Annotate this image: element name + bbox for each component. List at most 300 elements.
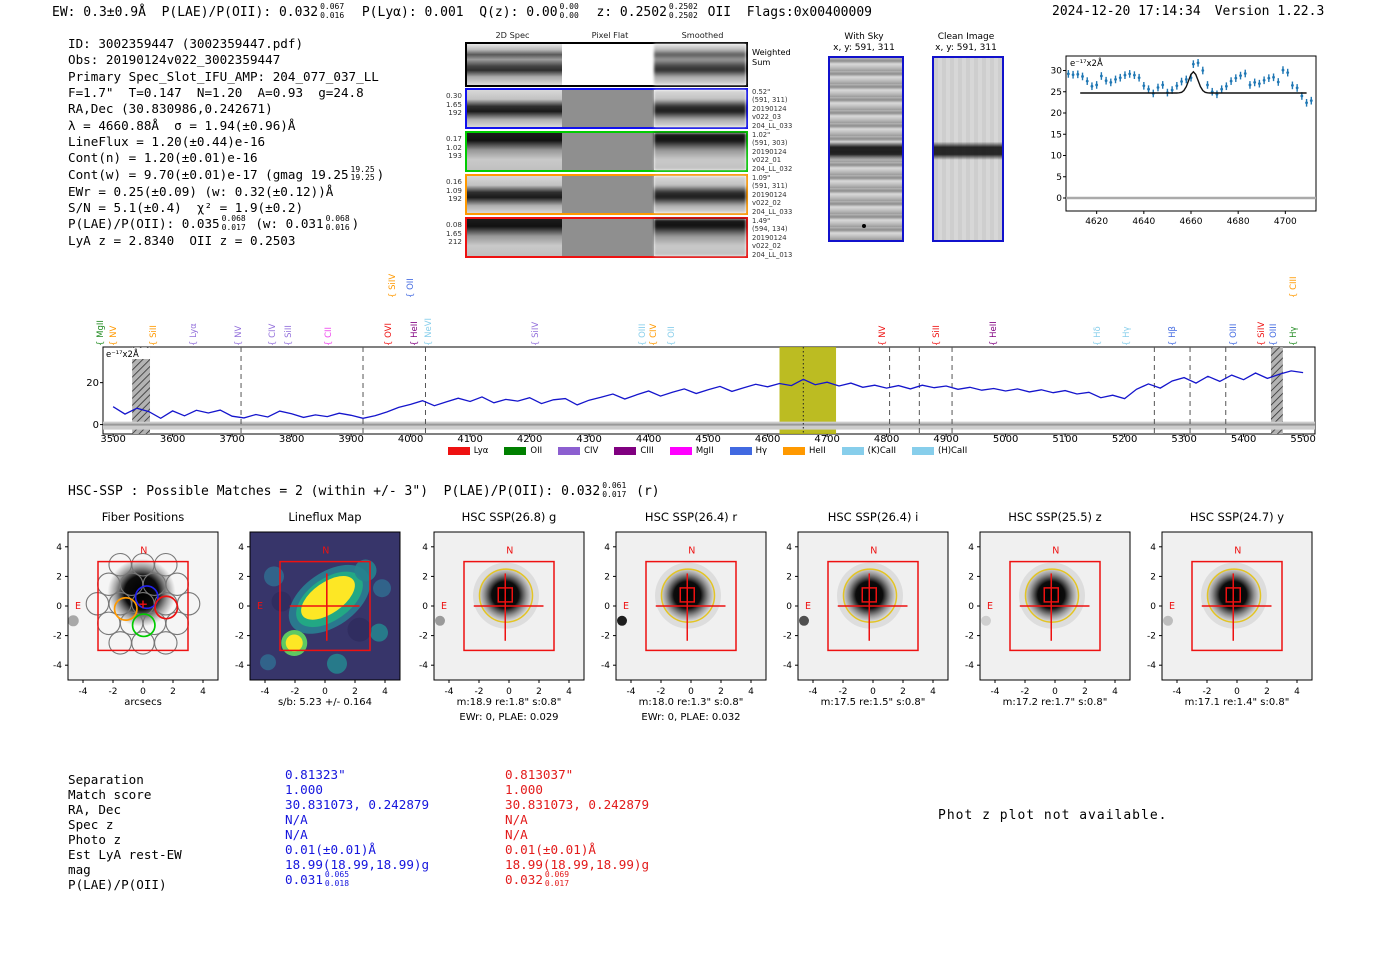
y-tick-label: 2	[604, 572, 610, 583]
y-tick-label: 4	[968, 542, 974, 553]
info-line	[68, 69, 384, 85]
spec2d-image-smoothed	[654, 90, 746, 127]
right-label-line: v022_01	[752, 156, 782, 165]
emission-line-label: { Hδ	[1092, 326, 1103, 346]
x-tick-label: -4	[1172, 687, 1182, 696]
x-tick-label: 0	[140, 687, 146, 696]
header-summary-line	[52, 4, 872, 21]
x-tick-label: 4640	[1132, 217, 1156, 227]
data-point	[1180, 80, 1183, 83]
y-tick-label: -2	[965, 631, 974, 642]
match-table-label: Spec z	[68, 817, 114, 832]
data-point	[1225, 85, 1228, 88]
text-segment: EWr = 0.25(±0.09) (w: 0.32(±0.12))Å	[68, 183, 334, 199]
y-tick-label: 0	[92, 420, 99, 432]
spec2d-image-2dspec	[467, 176, 562, 213]
title-line: Clean Image	[937, 32, 995, 42]
right-label-line: (591, 303)	[752, 139, 788, 148]
x-tick-label: 3600	[159, 434, 186, 444]
compass-north: N	[688, 545, 696, 557]
data-point	[1258, 82, 1261, 85]
emission-line-label: { CII	[324, 326, 335, 346]
data-point	[1291, 84, 1294, 87]
data-point	[1133, 74, 1136, 77]
y-tick-label: -4	[783, 661, 792, 672]
legend-swatch	[670, 447, 692, 455]
left-label-line: 1.65	[445, 99, 462, 109]
x-tick-label: 4500	[695, 434, 721, 444]
legend-swatch	[558, 447, 580, 455]
x-tick-label: 0	[1052, 687, 1058, 696]
spec2d-right-labels	[752, 88, 812, 130]
data-point	[1267, 77, 1270, 80]
legend-item	[783, 446, 826, 456]
text-segment: λ = 4660.88Å σ = 1.94(±0.96)Å	[68, 117, 296, 133]
y-tick-label: -4	[965, 661, 974, 672]
text-segment: 18.99(18.99,18.99)g	[505, 857, 650, 872]
text-segment: HSC-SSP : Possible Matches = 2 (within +/- 3") P(LAE)/P(OII): 0.032	[68, 484, 601, 499]
x-tick-label: 4	[748, 687, 754, 696]
legend-label: CIV	[584, 446, 599, 456]
match-table-label: Match score	[68, 787, 152, 802]
match-table-value	[505, 872, 649, 889]
x-tick-label: -2	[656, 687, 666, 696]
left-label-line: 193	[448, 151, 462, 161]
info-line	[68, 233, 384, 249]
legend-item	[614, 446, 653, 456]
data-point	[1105, 79, 1108, 82]
spec2d-image-smoothed	[654, 219, 746, 256]
flux-patch	[260, 654, 276, 670]
compass-east: E	[622, 601, 630, 612]
legend-item	[504, 446, 542, 456]
spec2d-column-header: Smoothed	[681, 30, 724, 40]
text-segment: 1.000	[505, 782, 543, 797]
y-tick-label: -2	[1147, 631, 1156, 642]
x-tick-label: 0	[322, 687, 328, 696]
report-version: Version 1.22.3	[1214, 4, 1325, 19]
emission-line-label: { SiIV	[1257, 321, 1268, 346]
x-tick-label: 4800	[873, 434, 900, 444]
spec2d-fiber-row	[465, 131, 748, 172]
y-tick-label: 10	[1050, 151, 1062, 162]
y-tick-label: -2	[53, 631, 62, 642]
x-tick-label: 2	[718, 687, 724, 696]
x-tick-label: -2	[474, 687, 484, 696]
flux-patch	[355, 559, 377, 581]
cutout-title: HSC SSP(26.4) i	[827, 510, 919, 524]
data-point	[1147, 88, 1150, 91]
x-tick-label: 4	[382, 687, 388, 696]
text-segment: Obs: 20190124v022_3002359447	[68, 52, 281, 68]
right-label-line: 204_LL_033	[752, 207, 793, 216]
data-point	[1119, 76, 1122, 79]
legend-swatch	[730, 447, 752, 455]
match-table-value	[285, 797, 429, 812]
x-tick-label: 3700	[219, 434, 245, 444]
y-tick-label: 2	[786, 572, 792, 583]
y-tick-label: 4	[786, 542, 792, 553]
spec2d-image-smoothed	[654, 44, 746, 85]
y-tick-label: -2	[783, 631, 792, 642]
emission-line-label: { Hγ	[1289, 326, 1300, 346]
cutout-image-hsc	[1134, 524, 1320, 696]
stacked-uncertainty: 0.068 0.016	[325, 214, 350, 232]
y-tick-label: 0	[968, 602, 974, 612]
spec2d-image-pixelflat	[562, 219, 654, 256]
data-point	[1171, 89, 1174, 92]
info-line	[68, 184, 384, 200]
emission-line-label: { SiII	[932, 325, 943, 346]
data-point	[1138, 76, 1141, 79]
right-label-line: v022_02	[752, 199, 782, 208]
info-line	[68, 164, 385, 184]
y-tick-label: 2	[1150, 572, 1156, 583]
y-tick-label: -2	[419, 631, 428, 642]
stacked-uncertainty: 0.00 0.00	[559, 2, 579, 20]
flux-patch	[373, 579, 391, 597]
emission-line-label: { CIV	[649, 323, 660, 346]
data-point	[1072, 73, 1075, 76]
spec2d-image-pixelflat	[562, 176, 654, 213]
cutout-title: HSC SSP(26.4) r	[644, 510, 738, 524]
text-segment: 0.01(±0.01)Å	[285, 842, 376, 857]
emission-line-label: { HeII	[409, 321, 420, 346]
data-point	[1253, 81, 1256, 84]
spec2d-image-2dspec	[467, 44, 562, 85]
emission-line-label: { SiIV	[388, 273, 399, 298]
text-segment: 0.032	[505, 872, 543, 887]
right-label-line: (591, 311)	[752, 96, 788, 105]
stacked-uncertainty: 0.2502 0.2502	[668, 2, 698, 20]
legend-swatch	[783, 447, 805, 455]
legend-label: HeII	[809, 446, 826, 456]
emission-line-label: { CIII	[1289, 276, 1300, 298]
left-label-line: 192	[448, 108, 462, 118]
x-tick-label: -2	[1020, 687, 1030, 696]
data-point	[1192, 63, 1195, 66]
emission-line-label: { NV	[877, 325, 888, 346]
match-table-value	[285, 857, 429, 872]
left-label-line: 1.02	[445, 142, 462, 152]
spec2d-right-labels	[752, 131, 812, 173]
hsc-match-summary	[68, 483, 660, 500]
x-tick-label: 4700	[1273, 217, 1297, 227]
data-point	[1175, 84, 1178, 87]
emission-line-labels	[85, 252, 1330, 346]
x-tick-label: 4620	[1085, 217, 1109, 227]
info-line	[68, 52, 384, 68]
neighbor-blob	[799, 616, 809, 626]
data-point	[1114, 78, 1117, 81]
match-table-label: Photo z	[68, 832, 122, 847]
x-tick-label: 4680	[1226, 217, 1250, 227]
y-tick-label: 2	[968, 572, 974, 583]
legend-swatch	[448, 447, 470, 455]
x-tick-label: 0	[1234, 687, 1240, 696]
x-tick-label: 2	[1082, 687, 1088, 696]
match-table-col2	[505, 767, 649, 889]
cutout-image-hsc	[952, 524, 1138, 696]
data-point	[1263, 79, 1266, 82]
spec2d-image-2dspec	[467, 90, 562, 127]
weighted-sum-label	[752, 48, 791, 67]
data-point	[1272, 76, 1275, 79]
spec2d-left-labels	[440, 92, 462, 118]
text-segment: N/A	[505, 827, 528, 842]
compass-east: E	[986, 601, 994, 612]
stacked-uncertainty: 0.067 0.016	[320, 2, 345, 20]
text-segment: (w: 0.031	[247, 216, 324, 232]
text-segment: Cont(w) = 9.70(±0.01)e-17 (gmag 19.25	[68, 166, 349, 182]
sky-panel-title	[922, 32, 1010, 54]
stacked-uncertainty: 0.069 0.017	[544, 870, 570, 888]
left-label-line: 0.17	[445, 134, 462, 143]
data-point	[1300, 95, 1303, 98]
error-envelope	[103, 422, 1315, 430]
sky-dot	[862, 224, 866, 228]
y-tick-label: 5	[1056, 172, 1062, 183]
legend-label: CIII	[640, 446, 654, 456]
data-point	[1157, 86, 1160, 89]
right-label-line: 204_LL_032	[752, 164, 793, 173]
right-label-line: 1.02"	[752, 131, 771, 139]
x-tick-label: 2	[170, 687, 176, 696]
text-segment: 18.99(18.99,18.99)g	[285, 857, 430, 872]
compass-north: N	[322, 545, 330, 557]
y-tick-label: 0	[422, 602, 428, 612]
match-table-value	[285, 782, 429, 797]
right-label-line: v022_03	[752, 113, 782, 122]
spec2d-image-pixelflat	[562, 133, 654, 170]
x-tick-label: 4900	[933, 434, 959, 444]
data-point	[1185, 78, 1188, 81]
spec2d-right-labels	[752, 174, 812, 216]
info-line	[68, 101, 384, 117]
neighbor-blob	[435, 616, 445, 626]
y-tick-label: 2	[422, 572, 428, 583]
y-tick-label: -4	[419, 661, 428, 672]
x-tick-label: -2	[838, 687, 848, 696]
right-label-line: 20190124	[752, 147, 787, 156]
right-label-line: 20190124	[752, 190, 787, 199]
stacked-uncertainty: 19.25 19.25	[350, 164, 375, 183]
legend-label: Lyα	[473, 446, 489, 456]
right-label-line: 204_LL_013	[752, 250, 793, 259]
data-point	[1109, 81, 1112, 84]
left-label-line: 1.09	[445, 185, 462, 195]
x-tick-label: 4	[1112, 687, 1118, 696]
right-label-line: 1.09"	[752, 174, 771, 182]
y-tick-label: -2	[235, 631, 244, 642]
info-line	[68, 150, 384, 166]
match-table-value	[285, 872, 429, 889]
match-table-value	[505, 857, 649, 872]
x-tick-label: -2	[1202, 687, 1212, 696]
photz-note: Phot z plot not available.	[938, 808, 1168, 823]
right-label-line: v022_02	[752, 242, 782, 251]
data-point	[1081, 75, 1084, 78]
text-segment: P(Lyα): 0.001 Q(z): 0.00	[346, 5, 558, 20]
weighted-sum-line: Weighted	[752, 47, 791, 57]
data-point	[1124, 74, 1127, 77]
match-table-value	[285, 827, 429, 842]
y-tick-label: 0	[604, 602, 610, 612]
x-tick-label: 3900	[338, 434, 364, 444]
data-point	[1067, 73, 1070, 76]
spec2d-left-labels	[440, 135, 462, 161]
match-table-label: RA, Dec	[68, 802, 122, 817]
x-tick-label: -4	[444, 687, 454, 696]
units-label: e⁻¹⁷x2Å	[106, 350, 139, 360]
y-tick-label: 20	[1050, 109, 1062, 119]
zoom-plot-svg	[1040, 48, 1325, 233]
plot-frame	[103, 347, 1315, 434]
cutout-title: HSC SSP(24.7) y	[1189, 510, 1285, 524]
match-table-value	[505, 782, 649, 797]
data-point	[1142, 84, 1145, 87]
match-table-value	[505, 812, 649, 827]
cutout-image-hsc	[588, 524, 774, 696]
compass-east: E	[74, 601, 82, 612]
emission-line-label: { OII	[666, 326, 677, 346]
x-tick-label: 4	[930, 687, 936, 696]
legend-label: (K)CaII	[867, 446, 897, 456]
text-segment: 30.831073, 0.242879	[505, 797, 650, 812]
flux-patch	[370, 624, 388, 642]
y-tick-label: -4	[601, 661, 610, 672]
emission-line-label: { SiIV	[531, 321, 542, 346]
stacked-uncertainty: 0.065 0.018	[324, 870, 350, 888]
y-tick-label: -4	[53, 661, 62, 672]
match-table-label: Est LyA rest-EW	[68, 847, 182, 862]
sky-panel-title	[818, 32, 910, 54]
x-tick-label: 5500	[1290, 434, 1316, 444]
y-tick-label: 4	[422, 542, 428, 553]
report-datetime: 2024-12-20 17:14:34	[1052, 4, 1201, 19]
cutout-xlabel: m:17.1 re:1.4" s:0.8"	[1184, 697, 1290, 708]
data-point	[1086, 80, 1089, 83]
x-tick-label: 4	[1294, 687, 1300, 696]
cutout-xlabel: m:18.9 re:1.8" s:0.8"	[456, 697, 562, 708]
data-point	[1296, 87, 1299, 90]
neighbor-blob	[1163, 616, 1173, 626]
spec2d-image-pixelflat	[562, 44, 654, 85]
spec2d-image-pixelflat	[562, 90, 654, 127]
x-tick-label: 4660	[1179, 217, 1203, 227]
right-label-line: 1.49"	[752, 217, 771, 225]
match-table-value	[285, 812, 429, 827]
text-segment: LyA z = 2.8340 OII z = 0.2503	[68, 233, 296, 249]
x-tick-label: 3500	[100, 434, 126, 444]
data-point	[1091, 85, 1094, 88]
legend-label: (H)CaII	[938, 446, 968, 456]
cutout-title: Fiber Positions	[101, 510, 185, 524]
legend-swatch	[842, 447, 864, 455]
x-tick-label: 5400	[1230, 434, 1257, 444]
y-tick-label: 30	[1050, 66, 1062, 77]
cutout-image-fiber	[40, 524, 226, 696]
left-label-line: 1.65	[445, 228, 462, 238]
x-tick-label: 2	[352, 687, 358, 696]
emission-line-label: { Lyα	[188, 323, 199, 346]
flux-blob2	[286, 635, 303, 652]
highlight-band	[780, 347, 837, 434]
left-label-line: 212	[448, 237, 462, 247]
data-point	[1076, 73, 1079, 76]
text-segment: z: 0.2502	[580, 5, 667, 20]
data-point	[1161, 84, 1164, 87]
right-label-line: 0.52"	[752, 88, 771, 96]
spec2d-fiber-row	[465, 88, 748, 129]
line-zoom-plot	[1040, 48, 1325, 237]
weighted-sum-line: Sum	[752, 56, 771, 67]
cutout-sublabel: EWr: 0, PLAE: 0.029	[459, 712, 559, 723]
text-segment: LineFlux = 1.20(±0.44)e-16	[68, 134, 266, 150]
match-table-labels	[68, 772, 182, 892]
left-label-line: 0.08	[445, 220, 462, 229]
spec2d-image-2dspec	[467, 133, 562, 170]
legend-swatch	[504, 447, 526, 455]
text-segment: N/A	[285, 827, 308, 842]
match-table-col1	[285, 767, 429, 889]
right-label-line: 20190124	[752, 104, 787, 113]
data-point	[1095, 84, 1098, 87]
emission-line-label: { OIII	[638, 323, 649, 346]
emission-line-label: { HeII	[989, 321, 1000, 346]
hatched-band	[1271, 347, 1283, 434]
compass-north: N	[870, 545, 878, 557]
compass-east: E	[1168, 601, 1176, 612]
cutout-xlabel: m:17.5 re:1.5" s:0.8"	[820, 697, 926, 708]
text-segment: N/A	[285, 812, 308, 827]
y-tick-label: 0	[56, 602, 62, 612]
flux-dark-patch	[348, 618, 372, 642]
x-tick-label: 0	[506, 687, 512, 696]
y-tick-label: 4	[1150, 542, 1156, 553]
text-segment: S/N = 5.1(±0.4) χ² = 1.9(±0.2)	[68, 200, 304, 216]
data-point	[1249, 84, 1252, 87]
data-point	[1239, 74, 1242, 77]
sky-panel-image	[932, 56, 1004, 242]
emission-line-label: { MgII	[96, 320, 107, 346]
x-tick-label: -2	[290, 687, 300, 696]
data-point	[1100, 75, 1103, 78]
subtitle-line: x, y: 591, 311	[935, 43, 997, 53]
emission-line-label: { NV	[233, 325, 244, 346]
x-tick-label: 4200	[516, 434, 543, 444]
y-tick-label: 15	[1050, 130, 1062, 141]
compass-north: N	[140, 545, 148, 557]
y-tick-label: 0	[1150, 602, 1156, 612]
compass-north: N	[1234, 545, 1242, 557]
match-table-value	[505, 767, 649, 782]
spec2d-image-smoothed	[654, 176, 746, 213]
detection-info-block	[68, 36, 384, 250]
data-point	[1305, 101, 1308, 104]
stacked-uncertainty: 0.061 0.017	[602, 481, 627, 499]
x-tick-label: 0	[870, 687, 876, 696]
legend-label: OII	[530, 446, 543, 456]
neighbor-blob	[68, 615, 79, 626]
text-segment: )	[376, 166, 385, 182]
legend-label: MgII	[695, 446, 714, 456]
emission-line-label: { OIII	[1228, 323, 1239, 346]
spec2d-column-header: 2D Spec	[495, 30, 530, 40]
text-segment: ID: 3002359447 (3002359447.pdf)	[68, 36, 304, 51]
y-tick-label: 0	[786, 602, 792, 612]
x-tick-label: -4	[78, 687, 88, 696]
